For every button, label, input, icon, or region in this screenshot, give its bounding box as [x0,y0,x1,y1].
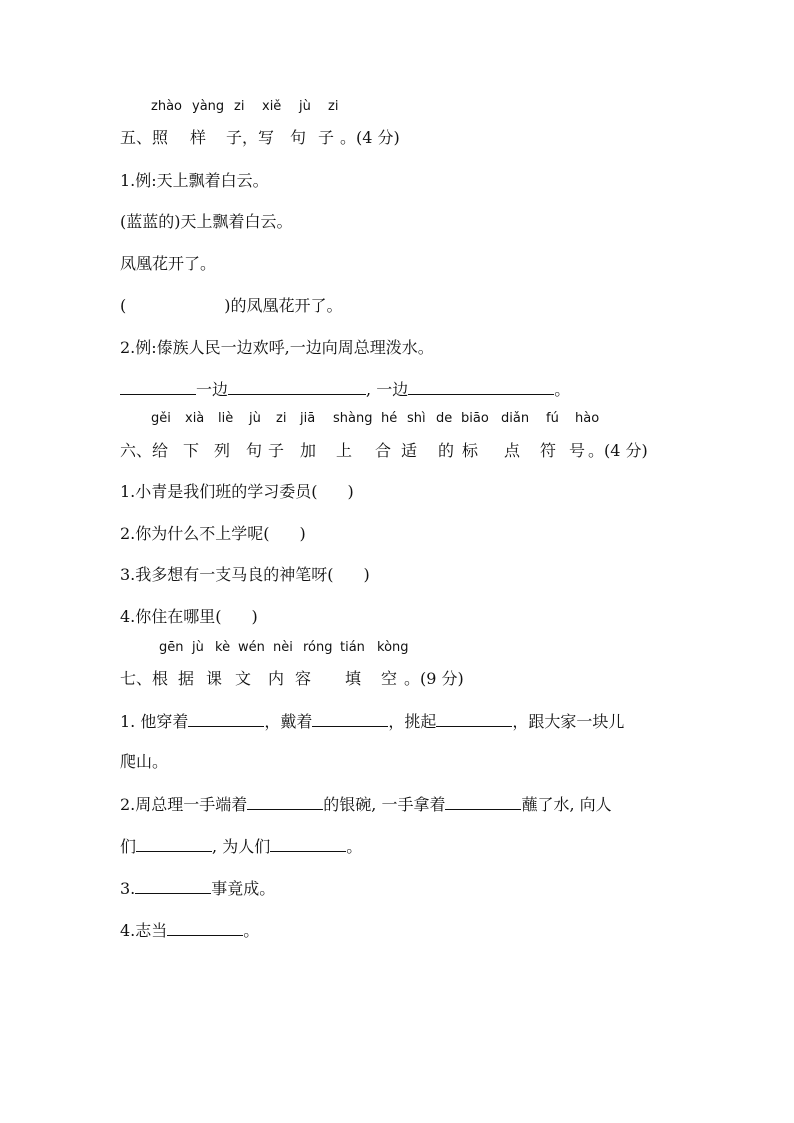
s6-pinyin-2: xià [185,411,205,426]
s7-pinyin-2: jù [192,640,204,655]
s7-score: 。(9 分) [404,669,464,688]
s7-char-3: 课 [206,669,223,688]
s7-q2-line2 [120,836,362,857]
s6-item-3 [120,565,370,585]
s6-item-1-text: 1.小青是我们班的学习委员( [120,482,318,501]
s7-pinyin-1: gēn [159,640,184,655]
s5-score: 。(4 分) [340,128,400,147]
s7-pinyin-5: nèi [273,640,293,655]
s7-q2-blank-3[interactable] [136,836,212,852]
s7-q2-line1 [120,794,612,815]
s6-item-1 [120,482,354,502]
s6-char-6: 加 [300,441,317,460]
s7-q3 [120,878,275,899]
s6-pinyin-8: hé [381,411,398,426]
s6-item-2-close: ) [299,524,306,543]
s5-pinyin-6: zi [328,99,339,114]
s5-q1-example: 1.例:天上飘着白云。 [120,171,269,190]
s6-char-9: 适 [401,441,418,460]
s5-q2-example: 2.例:傣族人民一边欢呼,一边向周总理泼水。 [120,338,434,357]
s7-q4-blank[interactable] [167,920,243,936]
s6-char-10: 的 [438,441,455,460]
s7-q4-a: 4.志当 [120,921,168,940]
s5-q1-fill [120,296,343,316]
s5-char-4: ，写 [242,128,275,147]
s7-q1-d: ，跟大家一块儿 [512,712,625,731]
s6-pinyin-10: de [436,411,453,426]
s6-pinyin-11: biāo [461,411,489,426]
s6-char-1: 给 [152,441,169,460]
s6-char-5: 子 [268,441,285,460]
s7-pinyin-6: róng [303,640,333,655]
s7-q1-a: 1. 他穿着 [120,712,189,731]
s6-char-4: 句 [246,441,263,460]
s5-q1-open-paren: ( [120,296,127,315]
s5-char-6: 子 [318,128,335,147]
s7-char-8: 空 [381,669,398,688]
s7-q1-line2: 爬山。 [120,752,169,771]
s7-pinyin-4: wén [238,640,265,655]
s7-q1-c: ，挑起 [388,712,437,731]
s6-char-13: 符 [540,441,557,460]
s5-q1-task: 凤凰花开了。 [120,254,217,273]
s7-q1-blank-3[interactable] [436,711,512,727]
s6-pinyin-14: hào [575,411,600,426]
s5-char-1: 照 [152,128,169,147]
s5-heading [120,128,152,148]
s6-char-12: 点 [504,441,521,460]
s6-item-2-text: 2.你为什么不上学呢( [120,524,270,543]
s7-q1-line1 [120,711,624,732]
s6-item-1-close: ) [347,482,354,501]
s7-pinyin-7: tián [340,640,365,655]
s7-char-6: 容 [295,669,312,688]
s5-pinyin-2: yàng [192,99,225,114]
s7-q2-f: 。 [346,837,363,856]
s7-pinyin-8: kòng [377,640,409,655]
s6-number: 六、 [120,441,153,460]
s6-char-3: 列 [214,441,231,460]
s6-item-3-text: 3.我多想有一支马良的神笔呀( [120,565,334,584]
s7-q2-a: 2.周总理一手端着 [120,795,248,814]
s6-pinyin-7: shàng [333,411,373,426]
s7-q1-b: ，戴着 [264,712,313,731]
s6-char-2: 下 [183,441,200,460]
s6-pinyin-9: shì [407,411,426,426]
s7-q2-e: , 为人们 [212,837,271,856]
s5-q2-part1: 一边 [196,380,229,399]
s6-item-3-close: ) [363,565,370,584]
s7-q4 [120,920,259,941]
s5-pinyin-3: zi [234,99,245,114]
s7-char-2: 据 [178,669,195,688]
s6-pinyin-13: fú [546,411,559,426]
s6-pinyin-4: jù [249,411,261,426]
s6-pinyin-5: zi [276,411,287,426]
s5-pinyin-1: zhào [151,99,182,114]
s7-char-7: 填 [345,669,362,688]
s6-char-11: 标 [462,441,479,460]
s7-q2-blank-2[interactable] [445,794,521,810]
s5-q2-part2: , 一边 [366,380,409,399]
s5-q2-end: 。 [554,380,571,399]
s7-q3-b: 事竟成。 [211,879,276,898]
s6-item-2 [120,524,306,544]
s6-pinyin-1: gěi [151,411,171,426]
s7-q2-c: 蘸了水, 向人 [521,795,612,814]
s6-pinyin-3: liè [218,411,234,426]
s7-number: 七、 [120,669,153,688]
s7-q2-blank-1[interactable] [247,794,323,810]
s5-q2-blank-2[interactable] [228,379,366,395]
s6-pinyin-12: diǎn [501,411,530,426]
s5-char-5: 句 [290,128,307,147]
s7-q4-b: 。 [243,921,260,940]
s5-q2-blank-3[interactable] [408,379,554,395]
s6-char-14: 号 [569,441,586,460]
s5-q1-close-text: )的凤凰花开了。 [224,296,343,315]
s5-q2-fill [120,379,570,400]
s7-q1-blank-1[interactable] [188,711,264,727]
s5-q2-blank-1[interactable] [120,379,196,395]
s7-char-5: 内 [268,669,285,688]
s6-item-4-close: ) [251,607,258,626]
s7-q3-blank[interactable] [135,878,211,894]
s5-q1-answer: (蓝蓝的)天上飘着白云。 [120,212,293,231]
s7-q2-b: 的银碗, 一手拿着 [323,795,446,814]
s7-char-1: 根 [152,669,169,688]
s6-char-7: 上 [336,441,353,460]
s5-pinyin-5: jù [299,99,311,114]
s7-q3-a: 3. [120,879,136,898]
s7-char-4: 文 [235,669,252,688]
s5-char-3: 子 [226,128,243,147]
s6-pinyin-6: jiā [300,411,316,426]
s5-char-2: 样 [190,128,207,147]
s7-pinyin-3: kè [215,640,231,655]
s6-item-4 [120,607,258,627]
s6-score: 。(4 分) [588,441,648,460]
s7-q2-blank-4[interactable] [270,836,346,852]
s7-q2-d: 们 [120,837,137,856]
s6-item-4-text: 4.你住在哪里( [120,607,222,626]
s5-pinyin-4: xiě [262,99,282,114]
s5-number: 五、 [120,128,153,147]
s6-char-8: 合 [375,441,392,460]
s7-q1-blank-2[interactable] [312,711,388,727]
